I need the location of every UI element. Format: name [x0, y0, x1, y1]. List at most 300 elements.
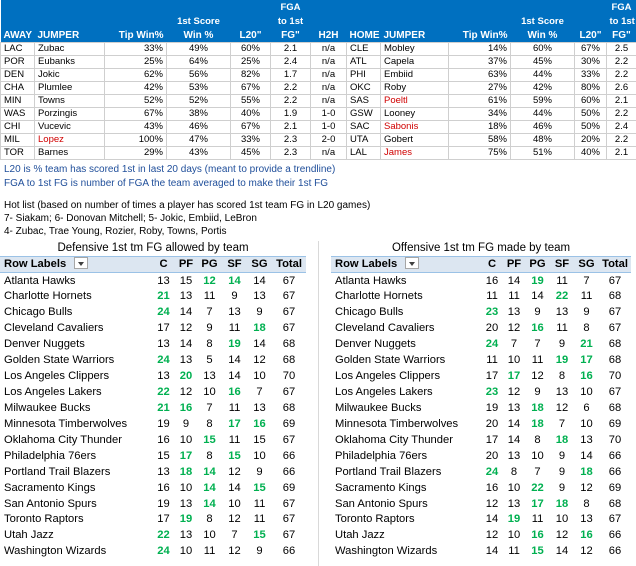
col-fga-line3: FG" — [271, 28, 311, 42]
c-cell: 15 — [157, 449, 170, 462]
away-l20-cell: 33% — [231, 133, 271, 146]
c-cell: 12 — [485, 497, 499, 510]
c-cell: 22 — [157, 385, 170, 398]
team-cell: Los Angeles Clippers — [335, 370, 441, 383]
pg-cell: 9 — [534, 306, 541, 319]
matchup-row — [1, 94, 636, 107]
away-jumper-cell: Jokic — [35, 68, 105, 81]
team-cell: Cleveland Cavaliers — [335, 322, 435, 335]
total-cell: 66 — [282, 449, 296, 462]
sf-cell: 13 — [555, 306, 569, 319]
sg-cell: 8 — [583, 497, 590, 510]
away-l20-cell: 40% — [231, 107, 271, 120]
sg-cell: 7 — [256, 385, 263, 398]
pf-cell: 12 — [507, 322, 521, 335]
home-fga-cell: 2.1 — [607, 94, 636, 107]
away-first-score-win-cell: 64% — [167, 55, 231, 68]
c-cell: 17 — [157, 322, 170, 335]
away-tip-win-cell: 67% — [105, 107, 167, 120]
table-row — [0, 305, 306, 321]
away-jumper-cell: Zubac — [35, 42, 105, 55]
col-home-fga-line1: FGA — [607, 0, 636, 14]
row-labels-header — [331, 257, 481, 273]
away-team-cell: DEN — [1, 68, 35, 81]
c-cell: 16 — [157, 481, 170, 494]
c-cell: 12 — [485, 529, 499, 542]
team-cell: Milwaukee Bucks — [335, 401, 422, 414]
filter-dropdown-button[interactable] — [405, 257, 419, 269]
sf-cell: 14 — [228, 274, 241, 287]
total-cell: 69 — [282, 417, 296, 430]
sg-cell: 9 — [256, 465, 263, 478]
col-pf: PF — [175, 257, 197, 273]
table-row — [331, 544, 631, 560]
team-cell: Golden State Warriors — [335, 354, 446, 367]
team-cell: Charlotte Hornets — [4, 290, 92, 303]
home-team-cell: SAS — [347, 94, 381, 107]
pivot-divider — [318, 241, 319, 566]
hot-list-line-2: 4- Zubac, Trae Young, Rozier, Roby, Towns, Portis — [4, 226, 227, 237]
total-cell: 68 — [282, 401, 296, 414]
col-home-tip-win: Tip Win% — [449, 28, 511, 42]
table-row — [0, 400, 306, 416]
away-team-cell: WAS — [1, 107, 35, 120]
total-cell: 68 — [282, 354, 296, 367]
sg-cell: 21 — [580, 338, 593, 351]
c-cell: 23 — [485, 306, 499, 319]
sg-cell: 13 — [253, 401, 266, 414]
team-cell: Philadelphia 76ers — [4, 449, 97, 462]
pf-cell: 10 — [179, 481, 193, 494]
sg-cell: 12 — [580, 481, 593, 494]
matchup-row — [1, 107, 636, 120]
home-tip-win-cell: 14% — [449, 42, 511, 55]
pf-cell: 17 — [507, 370, 521, 383]
sg-cell: 7 — [583, 274, 590, 287]
sg-cell: 16 — [580, 370, 593, 383]
home-jumper-cell: Roby — [381, 81, 449, 94]
pg-cell: 9 — [206, 322, 213, 335]
team-cell: Denver Nuggets — [335, 338, 416, 351]
home-fga-cell: 2.4 — [607, 120, 636, 133]
away-jumper-cell: Vucevic — [35, 120, 105, 133]
sf-cell: 11 — [556, 322, 568, 335]
total-cell: 68 — [608, 401, 622, 414]
pf-cell: 13 — [507, 401, 521, 414]
away-team-cell: MIN — [1, 94, 35, 107]
pf-cell: 10 — [179, 433, 193, 446]
col-pg: PG — [197, 257, 222, 273]
c-cell: 11 — [486, 354, 498, 367]
sf-cell: 8 — [558, 370, 566, 383]
sf-cell: 9 — [231, 290, 238, 303]
total-cell: 68 — [282, 338, 296, 351]
c-cell: 16 — [485, 274, 499, 287]
sg-cell: 9 — [583, 306, 590, 319]
c-cell: 13 — [157, 274, 170, 287]
sf-cell: 15 — [228, 449, 241, 462]
pg-cell: 18 — [531, 417, 544, 430]
home-team-cell: SAC — [347, 120, 381, 133]
table-row — [0, 480, 306, 496]
c-cell: 14 — [485, 513, 499, 526]
matchup-row — [1, 81, 636, 94]
table-row — [0, 512, 306, 528]
home-l20-cell: 60% — [575, 94, 607, 107]
sg-cell: 13 — [580, 433, 593, 446]
home-first-score-win-cell: 44% — [511, 68, 575, 81]
pg-cell: 14 — [203, 481, 216, 494]
pf-cell: 13 — [179, 497, 193, 510]
c-cell: 17 — [485, 370, 499, 383]
c-cell: 23 — [485, 385, 499, 398]
home-tip-win-cell: 37% — [449, 55, 511, 68]
away-l20-cell: 45% — [231, 146, 271, 159]
home-jumper-cell: Looney — [381, 107, 449, 120]
sf-cell: 12 — [555, 529, 569, 542]
home-tip-win-cell: 61% — [449, 94, 511, 107]
away-fga-cell: 2.4 — [271, 55, 311, 68]
sg-cell: 10 — [253, 449, 266, 462]
home-fga-cell: 2.1 — [607, 146, 636, 159]
h2h-cell: n/a — [311, 55, 347, 68]
sf-cell: 9 — [558, 338, 566, 351]
table-row — [0, 448, 306, 464]
pg-cell: 7 — [534, 338, 541, 351]
team-cell: Atlanta Hawks — [335, 274, 407, 287]
total-cell: 67 — [282, 322, 296, 335]
home-fga-cell: 2.5 — [607, 42, 636, 55]
total-cell: 67 — [282, 433, 296, 446]
sg-cell: 13 — [253, 290, 266, 303]
table-row — [0, 273, 306, 289]
pg-cell: 12 — [203, 274, 216, 287]
col-pf: PF — [503, 257, 525, 273]
sg-cell: 10 — [580, 417, 593, 430]
away-fga-cell: 1.9 — [271, 107, 311, 120]
sf-cell: 12 — [228, 513, 241, 526]
pg-cell: 8 — [206, 338, 213, 351]
pg-cell: 14 — [531, 290, 544, 303]
l20-note: L20 is % team has scored 1st in last 20 days (meant to provide a trendline) — [4, 164, 336, 175]
sg-cell: 15 — [253, 433, 266, 446]
pg-cell: 18 — [531, 401, 544, 414]
sg-cell: 18 — [253, 322, 266, 335]
table-row — [331, 353, 631, 369]
team-cell: Sacramento Kings — [4, 481, 96, 494]
total-cell: 69 — [608, 481, 622, 494]
home-tip-win-cell: 27% — [449, 81, 511, 94]
sg-cell: 18 — [580, 465, 593, 478]
away-l20-cell: 60% — [231, 42, 271, 55]
pf-cell: 17 — [179, 449, 193, 462]
team-cell: Oklahoma City Thunder — [4, 433, 122, 446]
sg-cell: 11 — [253, 513, 266, 526]
sg-cell: 16 — [253, 417, 266, 430]
col-home-fga-line3: FG" — [607, 28, 636, 42]
away-jumper-cell: Plumlee — [35, 81, 105, 94]
away-fga-cell: 2.2 — [271, 81, 311, 94]
sg-cell: 6 — [583, 401, 590, 414]
table-row — [331, 512, 631, 528]
away-jumper-cell: Eubanks — [35, 55, 105, 68]
h2h-cell: 1-0 — [311, 120, 347, 133]
away-first-score-win-cell: 56% — [167, 68, 231, 81]
offensive-pivot-table — [331, 241, 631, 560]
team-cell: Atlanta Hawks — [4, 274, 76, 287]
sf-cell: 14 — [228, 354, 241, 367]
home-team-cell: UTA — [347, 133, 381, 146]
pg-cell: 15 — [203, 433, 216, 446]
table-row — [331, 305, 631, 321]
home-first-score-win-cell: 48% — [511, 133, 575, 146]
total-cell: 68 — [608, 354, 622, 367]
home-l20-cell: 20% — [575, 133, 607, 146]
sf-cell: 22 — [555, 290, 569, 303]
pf-cell: 13 — [507, 497, 521, 510]
pg-cell: 9 — [534, 385, 541, 398]
c-cell: 24 — [485, 338, 499, 351]
sg-cell: 11 — [253, 497, 266, 510]
table-row — [0, 385, 306, 401]
home-l20-cell: 50% — [575, 120, 607, 133]
col-sg: SG — [574, 257, 599, 273]
pf-cell: 20 — [179, 370, 193, 383]
sf-cell: 10 — [555, 513, 569, 526]
away-fga-cell: 2.1 — [271, 120, 311, 133]
pf-cell: 7 — [510, 338, 518, 351]
pf-cell: 13 — [507, 449, 521, 462]
pf-cell: 8 — [510, 465, 518, 478]
c-cell: 17 — [485, 433, 499, 446]
col-first-score-line1: 1st Score — [167, 14, 231, 28]
col-first-score-line2: Win % — [167, 28, 231, 42]
away-fga-cell: 1.7 — [271, 68, 311, 81]
pf-cell: 16 — [179, 401, 193, 414]
home-fga-cell: 2.2 — [607, 133, 636, 146]
hot-list-title: Hot list (based on number of times a player has scored 1st team FG in L20 games) — [4, 200, 371, 211]
matchup-row — [1, 133, 636, 146]
pf-cell: 10 — [507, 354, 521, 367]
home-team-cell: PHI — [347, 68, 381, 81]
away-l20-cell: 55% — [231, 94, 271, 107]
total-cell: 70 — [282, 370, 296, 383]
total-cell: 66 — [282, 465, 296, 478]
total-cell: 66 — [608, 449, 622, 462]
pf-cell: 10 — [179, 545, 193, 558]
col-c: C — [152, 257, 175, 273]
pf-cell: 9 — [182, 417, 190, 430]
pg-cell: 10 — [203, 385, 216, 398]
table-row — [0, 321, 306, 337]
away-tip-win-cell: 42% — [105, 81, 167, 94]
sf-cell: 9 — [558, 449, 566, 462]
table-row — [0, 353, 306, 369]
pg-cell: 8 — [206, 513, 213, 526]
sf-cell: 11 — [228, 433, 241, 446]
col-fga-line2: to 1st — [271, 14, 311, 28]
pf-cell: 11 — [508, 290, 520, 303]
away-tip-win-cell: 100% — [105, 133, 167, 146]
table-row — [331, 321, 631, 337]
sg-cell: 10 — [253, 370, 266, 383]
pg-cell: 7 — [206, 401, 213, 414]
home-first-score-win-cell: 44% — [511, 107, 575, 120]
col-h2h: H2H — [311, 28, 347, 42]
col-sf: SF — [222, 257, 247, 273]
c-cell: 24 — [157, 306, 170, 319]
away-jumper-cell: Lopez — [35, 133, 105, 146]
pf-cell: 12 — [179, 322, 193, 335]
pf-cell: 12 — [507, 385, 521, 398]
matchup-row — [1, 146, 636, 159]
team-cell: Los Angeles Clippers — [4, 370, 110, 383]
filter-dropdown-button[interactable] — [74, 257, 88, 269]
pf-cell: 13 — [179, 354, 193, 367]
away-fga-cell: 2.3 — [271, 146, 311, 159]
away-tip-win-cell: 43% — [105, 120, 167, 133]
table-row — [331, 416, 631, 432]
table-row — [331, 385, 631, 401]
team-cell: Minnesota Timberwolves — [4, 417, 128, 430]
table-row — [0, 464, 306, 480]
team-cell: Utah Jazz — [335, 529, 385, 542]
pg-cell: 8 — [206, 417, 213, 430]
away-team-cell: CHA — [1, 81, 35, 94]
row-labels-text: Row Labels — [335, 258, 398, 271]
away-tip-win-cell: 52% — [105, 94, 167, 107]
sg-cell: 14 — [253, 338, 266, 351]
total-cell: 66 — [282, 545, 296, 558]
pg-cell: 22 — [531, 481, 544, 494]
col-sg: SG — [247, 257, 272, 273]
pf-cell: 14 — [507, 433, 521, 446]
away-first-score-win-cell: 43% — [167, 146, 231, 159]
away-fga-cell: 2.2 — [271, 94, 311, 107]
home-fga-cell: 2.2 — [607, 55, 636, 68]
away-fga-cell: 2.1 — [271, 42, 311, 55]
away-tip-win-cell: 33% — [105, 42, 167, 55]
home-first-score-win-cell: 42% — [511, 81, 575, 94]
away-team-cell: TOR — [1, 146, 35, 159]
sg-cell: 15 — [253, 529, 266, 542]
h2h-cell: n/a — [311, 94, 347, 107]
home-first-score-win-cell: 45% — [511, 55, 575, 68]
table-row — [331, 273, 631, 289]
pf-cell: 14 — [179, 338, 193, 351]
home-first-score-win-cell: 59% — [511, 94, 575, 107]
team-cell: Oklahoma City Thunder — [335, 433, 453, 446]
total-cell: 67 — [282, 306, 296, 319]
sf-cell: 18 — [555, 433, 569, 446]
home-l20-cell: 67% — [575, 42, 607, 55]
away-team-cell: CHI — [1, 120, 35, 133]
home-team-cell: LAL — [347, 146, 381, 159]
sf-cell: 7 — [558, 417, 566, 430]
c-cell: 19 — [485, 401, 499, 414]
col-total: Total — [272, 257, 306, 273]
team-cell: Utah Jazz — [4, 529, 54, 542]
matchup-row — [1, 120, 636, 133]
home-tip-win-cell: 58% — [449, 133, 511, 146]
h2h-cell: 2-0 — [311, 133, 347, 146]
total-cell: 68 — [608, 338, 622, 351]
team-cell: Milwaukee Bucks — [4, 401, 91, 414]
home-fga-cell: 2.2 — [607, 68, 636, 81]
col-home: HOME — [347, 28, 381, 42]
sg-cell: 12 — [253, 354, 266, 367]
pg-cell: 10 — [531, 449, 544, 462]
sf-cell: 13 — [555, 385, 569, 398]
pg-cell: 11 — [531, 513, 544, 526]
home-l20-cell: 40% — [575, 146, 607, 159]
col-sf: SF — [550, 257, 574, 273]
pg-cell: 16 — [531, 322, 544, 335]
pg-cell: 15 — [531, 545, 544, 558]
team-cell: Portland Trail Blazers — [4, 465, 111, 478]
pg-cell: 7 — [534, 465, 541, 478]
matchup-row — [1, 68, 636, 81]
c-cell: 19 — [157, 417, 170, 430]
pg-cell: 12 — [531, 370, 544, 383]
sf-cell: 10 — [228, 497, 241, 510]
pg-cell: 8 — [534, 433, 541, 446]
col-total: Total — [599, 257, 631, 273]
sf-cell: 12 — [228, 465, 241, 478]
fga-note: FGA to 1st FG is number of FGA the team averaged to make their 1st FG — [4, 178, 329, 189]
away-l20-cell: 82% — [231, 68, 271, 81]
away-first-score-win-cell: 49% — [167, 42, 231, 55]
sg-cell: 15 — [253, 481, 266, 494]
sg-cell: 9 — [256, 306, 263, 319]
home-first-score-win-cell: 51% — [511, 146, 575, 159]
sf-cell: 19 — [228, 338, 241, 351]
table-row — [331, 289, 631, 305]
home-l20-cell: 80% — [575, 81, 607, 94]
offensive-pivot-title: Offensive 1st tm FG made by team — [331, 241, 631, 257]
pg-cell: 13 — [203, 370, 216, 383]
table-row — [331, 464, 631, 480]
home-team-cell: GSW — [347, 107, 381, 120]
sg-cell: 14 — [253, 274, 266, 287]
away-jumper-cell: Towns — [35, 94, 105, 107]
pg-cell: 5 — [206, 354, 213, 367]
c-cell: 24 — [157, 354, 170, 367]
pf-cell: 14 — [507, 417, 521, 430]
c-cell: 16 — [157, 433, 170, 446]
pg-cell: 14 — [203, 465, 216, 478]
c-cell: 21 — [157, 290, 170, 303]
sg-cell: 13 — [580, 513, 593, 526]
team-cell: San Antonio Spurs — [4, 497, 97, 510]
away-l20-cell: 67% — [231, 120, 271, 133]
pg-cell: 17 — [531, 497, 544, 510]
table-row — [0, 337, 306, 353]
col-home-first-score-line1: 1st Score — [511, 14, 575, 28]
table-row — [0, 544, 306, 560]
c-cell: 11 — [486, 290, 498, 303]
sf-cell: 14 — [228, 370, 241, 383]
col-l20: L20" — [231, 28, 271, 42]
defensive-pivot-title: Defensive 1st tm FG allowed by team — [0, 241, 306, 257]
table-row — [0, 496, 306, 512]
c-cell: 16 — [485, 481, 499, 494]
away-team-cell: POR — [1, 55, 35, 68]
h2h-cell: n/a — [311, 146, 347, 159]
home-jumper-cell: Poeltl — [381, 94, 449, 107]
table-row — [0, 528, 306, 544]
pg-cell: 8 — [206, 449, 213, 462]
